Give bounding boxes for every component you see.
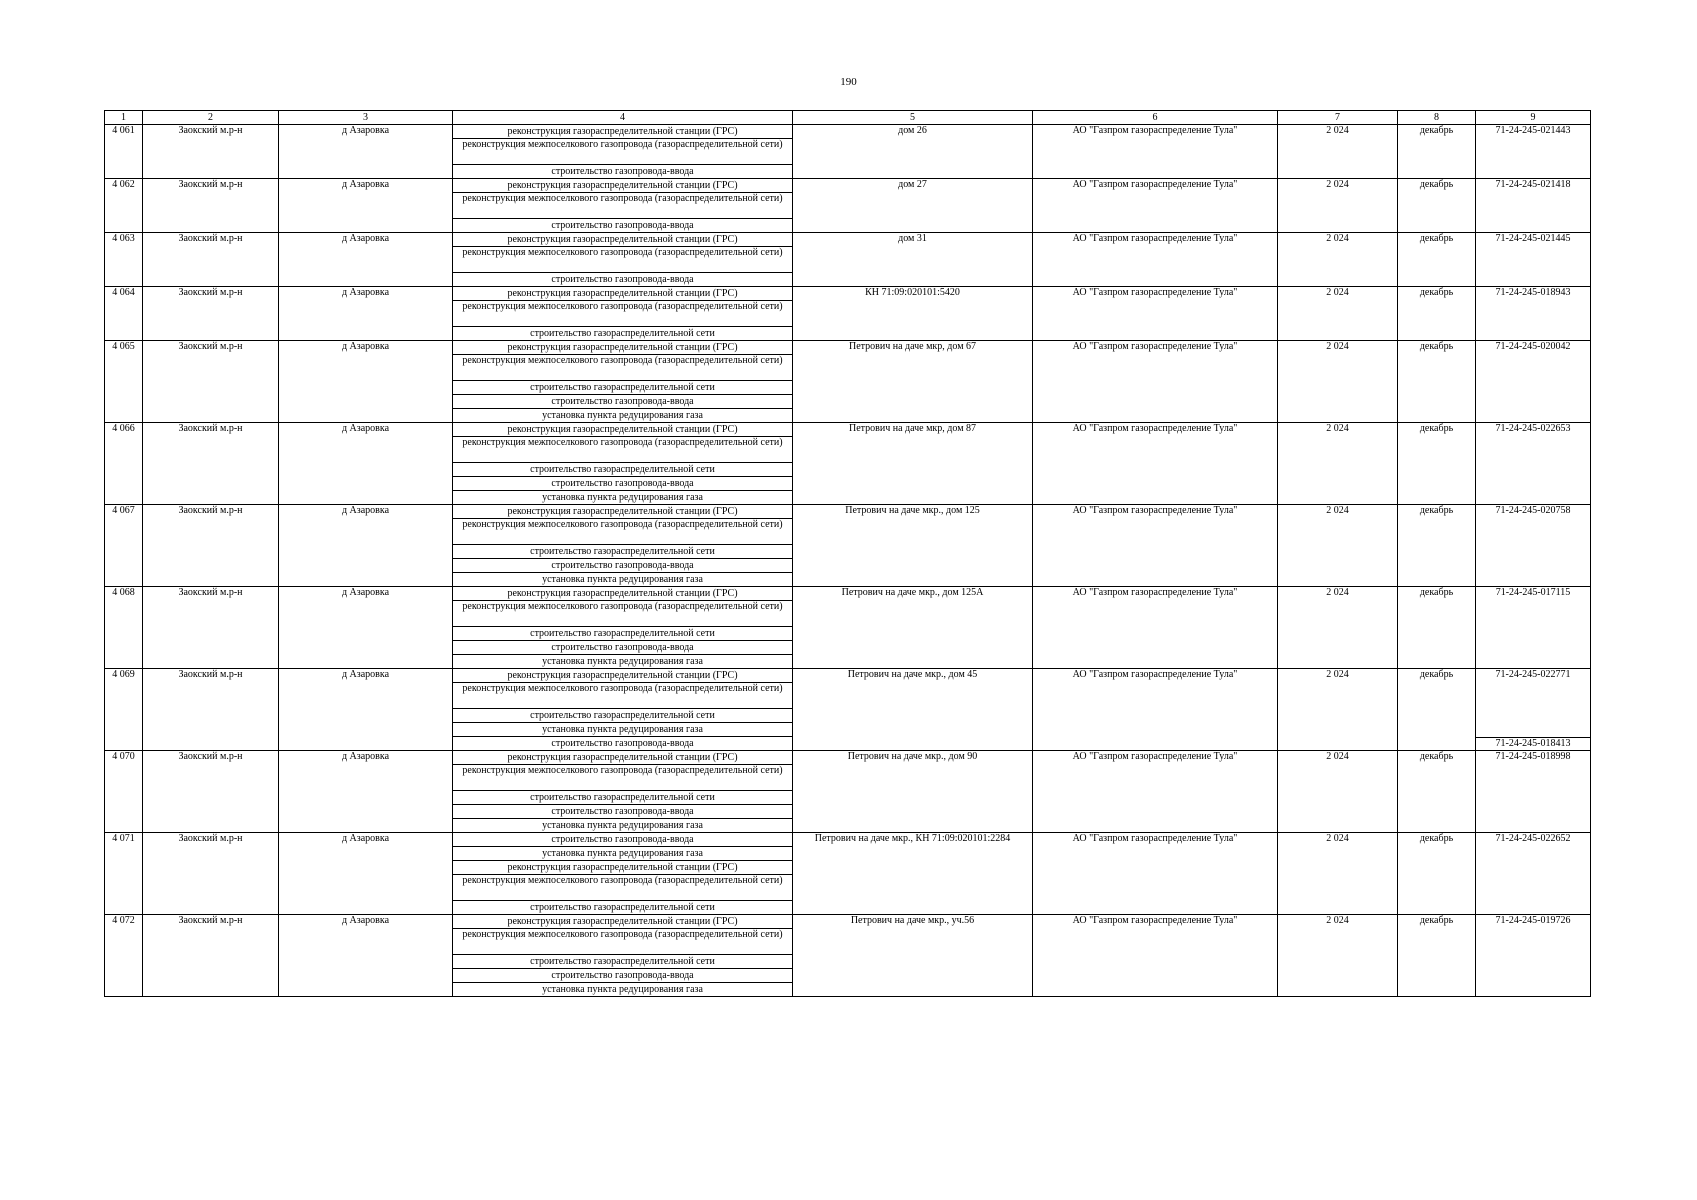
district-cell: Заокский м.р-н: [143, 233, 279, 287]
month-cell: декабрь: [1398, 833, 1476, 915]
codes-cell: [1476, 125, 1591, 179]
year-cell: 2 024: [1278, 125, 1398, 179]
district-cell: Заокский м.р-н: [143, 505, 279, 587]
code-item: 71-24-245-022771: [1495, 669, 1571, 680]
row-number: 4 071: [105, 833, 143, 915]
year-cell: 2 024: [1278, 833, 1398, 915]
work-item: реконструкция газораспределительной станции (ГРС): [507, 916, 738, 927]
work-item: реконструкция газораспределительной станции (ГРС): [507, 126, 738, 137]
month-cell: декабрь: [1398, 125, 1476, 179]
codes-cell: [1476, 505, 1591, 587]
work-item: реконструкция газораспределительной станции (ГРС): [507, 180, 738, 191]
address-cell: Петрович на даче мкр., дом 90: [793, 751, 1033, 833]
row-number: 4 070: [105, 751, 143, 833]
work-item: строительство газопровода-ввода: [453, 804, 792, 818]
works-cell: [453, 125, 793, 179]
table-row: [105, 179, 1591, 233]
organization-cell: АО "Газпром газораспределение Тула": [1033, 287, 1278, 341]
row-number: 4 064: [105, 287, 143, 341]
settlement-cell: д Азаровка: [279, 287, 453, 341]
month-cell: декабрь: [1398, 915, 1476, 997]
works-list: [453, 505, 792, 586]
settlement-cell: д Азаровка: [279, 233, 453, 287]
header-cell: 2: [143, 111, 279, 125]
code-item: 71-24-245-018998: [1495, 751, 1571, 762]
work-item: установка пункта редуцирования газа: [453, 846, 792, 860]
header-cell: 3: [279, 111, 453, 125]
work-item: реконструкция межпоселкового газопровода (газораспределительной сети): [453, 246, 792, 272]
address-cell: дом 26: [793, 125, 1033, 179]
code-item: 71-24-245-020042: [1495, 341, 1571, 352]
work-item: установка пункта редуцирования газа: [453, 818, 792, 832]
table-row: [105, 341, 1591, 423]
work-item: реконструкция газораспределительной станции (ГРС): [507, 588, 738, 599]
address-cell: дом 31: [793, 233, 1033, 287]
works-cell: [453, 915, 793, 997]
work-item: строительство газораспределительной сети: [453, 380, 792, 394]
organization-cell: АО "Газпром газораспределение Тула": [1033, 505, 1278, 587]
year-cell: 2 024: [1278, 751, 1398, 833]
year-cell: 2 024: [1278, 587, 1398, 669]
address-cell: Петрович на даче мкр., уч.56: [793, 915, 1033, 997]
works-list: [453, 751, 792, 832]
page-number: 190: [840, 76, 857, 88]
works-list: [453, 833, 792, 914]
row-number: 4 061: [105, 125, 143, 179]
year-cell: 2 024: [1278, 505, 1398, 587]
header-cell: 8: [1398, 111, 1476, 125]
settlement-cell: д Азаровка: [279, 341, 453, 423]
code-item: 71-24-245-021445: [1495, 233, 1571, 244]
works-cell: [453, 423, 793, 505]
table-row: [105, 587, 1591, 669]
month-cell: декабрь: [1398, 669, 1476, 751]
code-item: 71-24-245-017115: [1495, 587, 1571, 598]
settlement-cell: д Азаровка: [279, 423, 453, 505]
works-list: [453, 125, 792, 178]
month-cell: декабрь: [1398, 233, 1476, 287]
address-cell: КН 71:09:020101:5420: [793, 287, 1033, 341]
month-cell: декабрь: [1398, 505, 1476, 587]
work-item: реконструкция межпоселкового газопровода (газораспределительной сети): [453, 518, 792, 544]
header-cell: 5: [793, 111, 1033, 125]
address-cell: Петрович на даче мкр, дом 87: [793, 423, 1033, 505]
codes-cell: [1476, 287, 1591, 341]
organization-cell: АО "Газпром газораспределение Тула": [1033, 179, 1278, 233]
works-cell: [453, 341, 793, 423]
month-cell: декабрь: [1398, 287, 1476, 341]
work-item: реконструкция газораспределительной станции (ГРС): [507, 670, 738, 681]
work-item: строительство газопровода-ввода: [453, 968, 792, 982]
district-cell: Заокский м.р-н: [143, 751, 279, 833]
work-item: установка пункта редуцирования газа: [453, 572, 792, 586]
table-row: [105, 423, 1591, 505]
codes-cell: [1476, 587, 1591, 669]
work-item: строительство газопровода-ввода: [453, 558, 792, 572]
month-cell: декабрь: [1398, 423, 1476, 505]
settlement-cell: д Азаровка: [279, 505, 453, 587]
settlement-cell: д Азаровка: [279, 751, 453, 833]
year-cell: 2 024: [1278, 915, 1398, 997]
work-item: установка пункта редуцирования газа: [453, 654, 792, 668]
row-number: 4 069: [105, 669, 143, 751]
work-item: реконструкция газораспределительной станции (ГРС): [507, 234, 738, 245]
works-list: [453, 669, 792, 750]
address-cell: Петрович на даче мкр., дом 125: [793, 505, 1033, 587]
organization-cell: АО "Газпром газораспределение Тула": [1033, 341, 1278, 423]
work-item: установка пункта редуцирования газа: [453, 982, 792, 996]
organization-cell: АО "Газпром газораспределение Тула": [1033, 423, 1278, 505]
header-row: [105, 111, 1591, 125]
table-row: [105, 833, 1591, 915]
month-cell: декабрь: [1398, 751, 1476, 833]
settlement-cell: д Азаровка: [279, 915, 453, 997]
works-list: [453, 287, 792, 340]
year-cell: 2 024: [1278, 341, 1398, 423]
header-cell: 4: [453, 111, 793, 125]
work-item: реконструкция газораспределительной станции (ГРС): [507, 424, 738, 435]
work-item: реконструкция межпоселкового газопровода (газораспределительной сети): [453, 874, 792, 900]
code-item: 71-24-245-018413: [1476, 737, 1590, 750]
works-cell: [453, 233, 793, 287]
table-row: [105, 915, 1591, 997]
organization-cell: АО "Газпром газораспределение Тула": [1033, 751, 1278, 833]
year-cell: 2 024: [1278, 233, 1398, 287]
works-list: [453, 587, 792, 668]
year-cell: 2 024: [1278, 287, 1398, 341]
row-number: 4 065: [105, 341, 143, 423]
work-item: установка пункта редуцирования газа: [453, 722, 792, 736]
code-item: 71-24-245-021443: [1495, 125, 1571, 136]
work-item: строительство газораспределительной сети: [453, 626, 792, 640]
codes-cell: [1476, 423, 1591, 505]
organization-cell: АО "Газпром газораспределение Тула": [1033, 125, 1278, 179]
work-item: строительство газопровода-ввода: [551, 834, 694, 845]
work-item: реконструкция газораспределительной станции (ГРС): [507, 288, 738, 299]
codes-cell: [1476, 751, 1591, 833]
work-item: реконструкция газораспределительной станции (ГРС): [507, 752, 738, 763]
month-cell: декабрь: [1398, 587, 1476, 669]
work-item: строительство газопровода-ввода: [453, 164, 792, 178]
works-list: [453, 233, 792, 286]
year-cell: 2 024: [1278, 669, 1398, 751]
row-number: 4 067: [105, 505, 143, 587]
row-number: 4 068: [105, 587, 143, 669]
code-item: 71-24-245-019726: [1495, 915, 1571, 926]
work-item: реконструкция межпоселкового газопровода (газораспределительной сети): [453, 682, 792, 708]
organization-cell: АО "Газпром газораспределение Тула": [1033, 587, 1278, 669]
district-cell: Заокский м.р-н: [143, 287, 279, 341]
work-item: реконструкция межпоселкового газопровода (газораспределительной сети): [453, 192, 792, 218]
work-item: строительство газораспределительной сети: [453, 790, 792, 804]
codes-cell: [1476, 233, 1591, 287]
month-cell: декабрь: [1398, 179, 1476, 233]
address-cell: Петрович на даче мкр., дом 45: [793, 669, 1033, 751]
work-item: реконструкция газораспределительной станции (ГРС): [507, 506, 738, 517]
month-cell: декабрь: [1398, 341, 1476, 423]
district-cell: Заокский м.р-н: [143, 669, 279, 751]
work-item: строительство газопровода-ввода: [453, 272, 792, 286]
settlement-cell: д Азаровка: [279, 669, 453, 751]
district-cell: Заокский м.р-н: [143, 341, 279, 423]
works-list: [453, 341, 792, 422]
work-item: реконструкция межпоселкового газопровода (газораспределительной сети): [453, 764, 792, 790]
row-number: 4 072: [105, 915, 143, 997]
district-cell: Заокский м.р-н: [143, 833, 279, 915]
work-item: строительство газораспределительной сети: [453, 544, 792, 558]
codes-cell: [1476, 179, 1591, 233]
works-cell: [453, 833, 793, 915]
work-item: реконструкция межпоселкового газопровода (газораспределительной сети): [453, 300, 792, 326]
works-cell: [453, 669, 793, 751]
works-cell: [453, 287, 793, 341]
district-cell: Заокский м.р-н: [143, 587, 279, 669]
header-cell: 7: [1278, 111, 1398, 125]
year-cell: 2 024: [1278, 179, 1398, 233]
table-row: [105, 669, 1591, 751]
organization-cell: АО "Газпром газораспределение Тула": [1033, 833, 1278, 915]
settlement-cell: д Азаровка: [279, 125, 453, 179]
work-item: реконструкция газораспределительной станции (ГРС): [453, 860, 792, 874]
table-body: [105, 125, 1591, 997]
table-row: [105, 125, 1591, 179]
work-item: строительство газораспределительной сети: [453, 462, 792, 476]
code-item: 71-24-245-018943: [1495, 287, 1571, 298]
codes-cell: [1476, 669, 1591, 751]
district-cell: Заокский м.р-н: [143, 915, 279, 997]
works-cell: [453, 505, 793, 587]
codes-cell: [1476, 915, 1591, 997]
work-item: реконструкция газораспределительной станции (ГРС): [507, 342, 738, 353]
work-item: строительство газопровода-ввода: [453, 218, 792, 232]
work-item: строительство газопровода-ввода: [453, 736, 792, 750]
address-cell: дом 27: [793, 179, 1033, 233]
work-item: строительство газораспределительной сети: [453, 708, 792, 722]
code-item: 71-24-245-021418: [1495, 179, 1571, 190]
year-cell: 2 024: [1278, 423, 1398, 505]
organization-cell: АО "Газпром газораспределение Тула": [1033, 669, 1278, 751]
work-item: реконструкция межпоселкового газопровода (газораспределительной сети): [453, 354, 792, 380]
works-list: [453, 179, 792, 232]
district-cell: Заокский м.р-н: [143, 125, 279, 179]
works-cell: [453, 751, 793, 833]
header-cell: 9: [1476, 111, 1591, 125]
settlement-cell: д Азаровка: [279, 833, 453, 915]
row-number: 4 062: [105, 179, 143, 233]
code-item: 71-24-245-022653: [1495, 423, 1571, 434]
address-cell: Петрович на даче мкр., дом 125А: [793, 587, 1033, 669]
works-table: [104, 110, 1591, 997]
code-item: 71-24-245-020758: [1495, 505, 1571, 516]
table-row: [105, 233, 1591, 287]
work-item: строительство газопровода-ввода: [453, 476, 792, 490]
settlement-cell: д Азаровка: [279, 587, 453, 669]
works-list: [453, 915, 792, 996]
organization-cell: АО "Газпром газораспределение Тула": [1033, 233, 1278, 287]
code-item: 71-24-245-022652: [1495, 833, 1571, 844]
row-number: 4 063: [105, 233, 143, 287]
table-row: [105, 751, 1591, 833]
settlement-cell: д Азаровка: [279, 179, 453, 233]
codes-cell: [1476, 833, 1591, 915]
work-item: реконструкция межпоселкового газопровода (газораспределительной сети): [453, 436, 792, 462]
work-item: реконструкция межпоселкового газопровода (газораспределительной сети): [453, 138, 792, 164]
work-item: строительство газопровода-ввода: [453, 394, 792, 408]
header-cell: 6: [1033, 111, 1278, 125]
district-cell: Заокский м.р-н: [143, 179, 279, 233]
district-cell: Заокский м.р-н: [143, 423, 279, 505]
work-item: строительство газораспределительной сети: [453, 326, 792, 340]
codes-cell: [1476, 341, 1591, 423]
works-cell: [453, 587, 793, 669]
works-cell: [453, 179, 793, 233]
address-cell: Петрович на даче мкр., КН 71:09:020101:2284: [793, 833, 1033, 915]
table-row: [105, 287, 1591, 341]
works-list: [453, 423, 792, 504]
work-item: реконструкция межпоселкового газопровода (газораспределительной сети): [453, 600, 792, 626]
work-item: строительство газопровода-ввода: [453, 640, 792, 654]
row-number: 4 066: [105, 423, 143, 505]
work-item: строительство газораспределительной сети: [453, 954, 792, 968]
table-row: [105, 505, 1591, 587]
header-cell: 1: [105, 111, 143, 125]
work-item: реконструкция межпоселкового газопровода (газораспределительной сети): [453, 928, 792, 954]
organization-cell: АО "Газпром газораспределение Тула": [1033, 915, 1278, 997]
work-item: установка пункта редуцирования газа: [453, 490, 792, 504]
table-header: [105, 111, 1591, 125]
address-cell: Петрович на даче мкр, дом 67: [793, 341, 1033, 423]
work-item: строительство газораспределительной сети: [453, 900, 792, 914]
work-item: установка пункта редуцирования газа: [453, 408, 792, 422]
